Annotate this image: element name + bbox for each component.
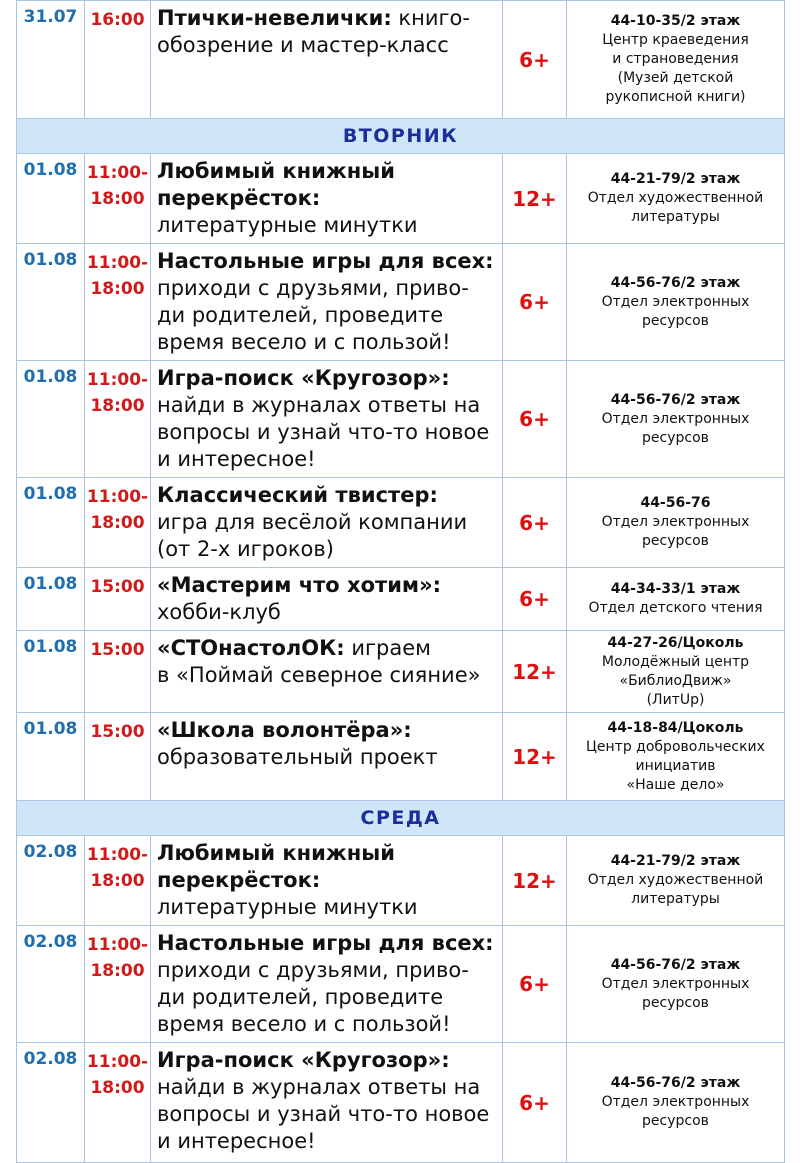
event-time: 11:00- 18:00 xyxy=(85,1043,151,1163)
age-rating: 6+ xyxy=(503,1043,567,1163)
day-header-wednesday: СРЕДА xyxy=(17,801,785,836)
table-row xyxy=(17,713,785,801)
location-phone: 44-18-84/Цоколь xyxy=(607,719,744,736)
event-location: 44-56-76/2 этаж Отдел электронных ресурсов xyxy=(567,926,785,1043)
schedule-sheet xyxy=(16,0,784,1163)
event-date: 01.08 xyxy=(17,244,85,361)
event-location: 44-21-79/2 этаж Отдел художественной литературы xyxy=(567,154,785,244)
table-row xyxy=(17,1,785,119)
event-description: Настольные игры для всех: приходи с друзьями, приво- ди родителей, проведите время весело и с пользой! xyxy=(151,244,503,361)
location-phone: 44-21-79/2 этаж xyxy=(610,853,741,869)
event-date: 01.08 xyxy=(17,361,85,478)
age-rating: 12+ xyxy=(503,836,567,926)
age-rating: 6+ xyxy=(503,244,567,361)
age-rating: 6+ xyxy=(503,361,567,478)
table-row xyxy=(17,926,785,1043)
age-rating: 12+ xyxy=(503,713,567,801)
day-header-row xyxy=(17,801,785,836)
table-row xyxy=(17,154,785,244)
location-phone: 44-21-79/2 этаж xyxy=(610,171,741,187)
event-date: 01.08 xyxy=(17,631,85,713)
event-time: 11:00- 18:00 xyxy=(85,244,151,361)
event-description: «Мастерим что хотим»: хобби-клуб xyxy=(151,568,503,631)
table-row xyxy=(17,631,785,713)
location-phone: 44-56-76/2 этаж xyxy=(610,1075,741,1091)
age-rating: 6+ xyxy=(503,1,567,119)
event-location: 44-56-76/2 этаж Отдел электронных ресурсов xyxy=(567,361,785,478)
age-rating: 6+ xyxy=(503,568,567,631)
table-row xyxy=(17,836,785,926)
event-time: 11:00- 18:00 xyxy=(85,361,151,478)
event-description: Птички-невелички: книго- обозрение и мастер-класс xyxy=(151,1,503,119)
event-date: 31.07 xyxy=(17,1,85,119)
event-location: 44-10-35/2 этаж Центр краеведения и страноведения (Музей детской рукописной книги) xyxy=(567,1,785,119)
event-description: Классический твистер: игра для весёлой компании (от 2-х игроков) xyxy=(151,478,503,568)
day-header-row xyxy=(17,119,785,154)
event-location: 44-21-79/2 этаж Отдел художественной литературы xyxy=(567,836,785,926)
event-date: 01.08 xyxy=(17,713,85,801)
table-row xyxy=(17,361,785,478)
table-row xyxy=(17,568,785,631)
event-date: 01.08 xyxy=(17,568,85,631)
event-description: Игра-поиск «Кругозор»: найди в журналах ответы на вопросы и узнай что-то новое и интересное! xyxy=(151,1043,503,1163)
event-date: 01.08 xyxy=(17,154,85,244)
location-phone: 44-34-33/1 этаж xyxy=(610,581,741,597)
event-time: 11:00- 18:00 xyxy=(85,478,151,568)
age-rating: 6+ xyxy=(503,926,567,1043)
table-row xyxy=(17,1043,785,1163)
event-location: 44-56-76/2 этаж Отдел электронных ресурсов xyxy=(567,244,785,361)
event-date: 01.08 xyxy=(17,478,85,568)
age-rating: 6+ xyxy=(503,478,567,568)
schedule-table xyxy=(16,0,785,1163)
age-rating: 12+ xyxy=(503,154,567,244)
day-header-tuesday: ВТОРНИК xyxy=(17,119,785,154)
event-time: 15:00 xyxy=(85,631,151,713)
event-location: 44-18-84/Цоколь Центр добровольческих инициатив «Наше дело» xyxy=(567,713,785,801)
schedule-body xyxy=(17,1,785,1163)
event-description: Любимый книжный перекрёсток: литературные минутки xyxy=(151,836,503,926)
event-time: 16:00 xyxy=(85,1,151,119)
table-row xyxy=(17,244,785,361)
location-phone: 44-56-76/2 этаж xyxy=(610,956,741,973)
location-phone: 44-56-76/2 этаж xyxy=(610,274,741,291)
event-date: 02.08 xyxy=(17,1043,85,1163)
location-phone: 44-27-26/Цоколь xyxy=(607,634,744,651)
event-time: 11:00- 18:00 xyxy=(85,926,151,1043)
age-rating: 12+ xyxy=(503,631,567,713)
event-time: 11:00- 18:00 xyxy=(85,154,151,244)
event-location: 44-56-76 Отдел электронных ресурсов xyxy=(567,478,785,568)
event-description: «Школа волонтёра»: образовательный проект xyxy=(151,713,503,801)
event-time: 15:00 xyxy=(85,713,151,801)
event-description: «СТОнастолОК: играем в «Поймай северное сияние» xyxy=(151,631,503,713)
event-time: 11:00- 18:00 xyxy=(85,836,151,926)
event-date: 02.08 xyxy=(17,836,85,926)
location-phone: 44-56-76/2 этаж xyxy=(610,391,741,408)
location-phone: 44-56-76 xyxy=(640,495,711,511)
event-location: 44-34-33/1 этаж Отдел детского чтения xyxy=(567,568,785,631)
event-description: Любимый книжный перекрёсток: литературные минутки xyxy=(151,154,503,244)
event-date: 02.08 xyxy=(17,926,85,1043)
location-phone: 44-10-35/2 этаж xyxy=(610,13,741,29)
event-location: 44-27-26/Цоколь Молодёжный центр «БиблиоДвиж» (ЛитUp) xyxy=(567,631,785,713)
event-time: 15:00 xyxy=(85,568,151,631)
event-description: Игра-поиск «Кругозор»: найди в журналах ответы на вопросы и узнай что-то новое и интересное! xyxy=(151,361,503,478)
event-description: Настольные игры для всех: приходи с друзьями, приво- ди родителей, проведите время весело и с пользой! xyxy=(151,926,503,1043)
table-row xyxy=(17,478,785,568)
event-location: 44-56-76/2 этаж Отдел электронных ресурсов xyxy=(567,1043,785,1163)
